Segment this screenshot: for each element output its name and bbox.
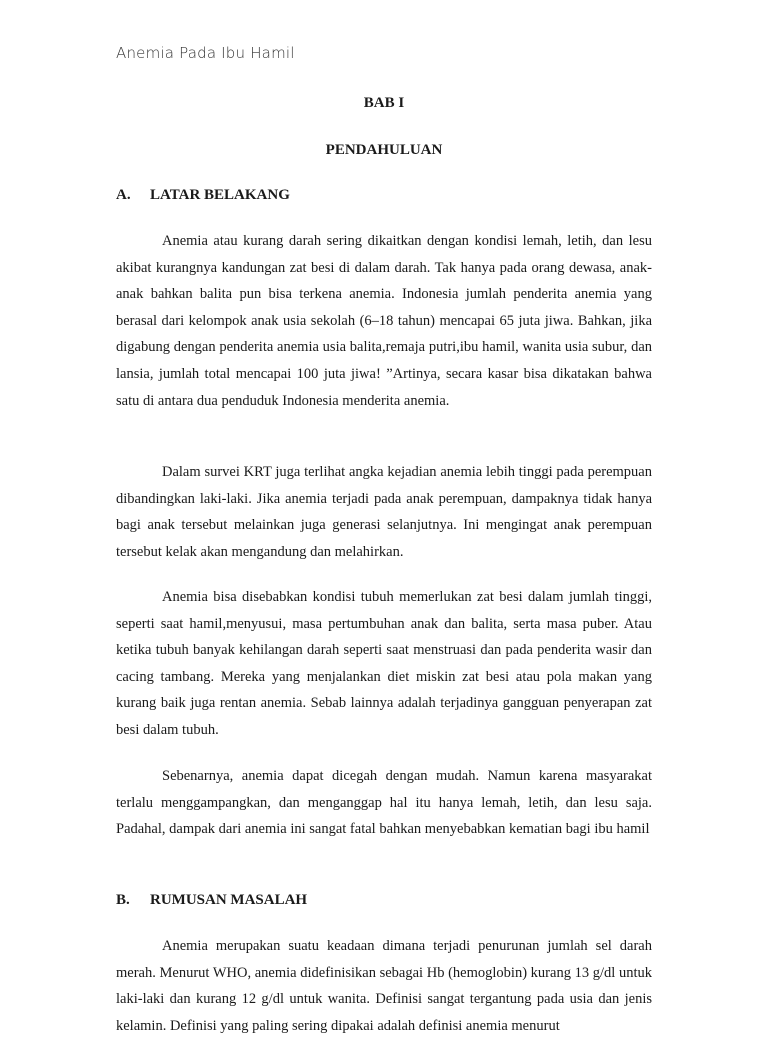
paragraph-latar-2: Dalam survei KRT juga terlihat angka kejadian anemia lebih tinggi pada perempuan dibandingkan laki-laki. Jika anemia terjadi pada anak perempuan, dampaknya tidak hanya bagi anak tersebut melainkan juga generasi selanjutnya. Ini mengingat anak perempuan tersebut kelak akan mengandung dan melahirkan. (116, 464, 652, 560)
section-number: B. (116, 892, 130, 908)
paragraph-rumusan-1: Anemia merupakan suatu keadaan dimana terjadi penurunan jumlah sel darah merah. Menurut WHO, anemia didefinisikan sebagai Hb (hemoglobin) kurang 13 g/dl untuk laki-laki dan kurang 12 g/dl untuk wanita. Definisi sangat tergantung pada usia dan jenis kelamin. Definisi yang paling sering dipakai adalah definisi anemia menurut (116, 938, 652, 1034)
chapter-title: PENDAHULUAN (325, 142, 443, 158)
section-heading-a (116, 187, 290, 204)
chapter-label: BAB I (363, 95, 405, 111)
section-title: LATAR BELAKANG (150, 187, 290, 203)
paragraph-latar-4: Sebenarnya, anemia dapat dicegah dengan mudah. Namun karena masyarakat terlalu menggampangkan, dan menganggap hal itu hanya lemah, letih, dan lesu saja. Padahal, dampak dari anemia ini sangat fatal bahkan menyebabkan kematian bagi ibu hamil (116, 768, 652, 838)
running-header: Anemia Pada Ibu Hamil (116, 44, 295, 62)
section-heading-b (116, 892, 307, 909)
section-number: A. (116, 187, 131, 203)
section-title: RUMUSAN MASALAH (150, 892, 308, 908)
paragraph-latar-3: Anemia bisa disebabkan kondisi tubuh memerlukan zat besi dalam jumlah tinggi, seperti saat hamil,menyusui, masa pertumbuhan anak dan balita, serta masa puber. Atau ketika tubuh banyak kehilangan darah seperti saat menstruasi dan pada penderita wasir dan cacing tambang. Mereka yang menjalankan diet miskin zat besi atau pola makan yang kurang baik juga rentan anemia. Sebab lainnya adalah terjadinya gangguan penyerapan zat besi dalam tubuh. (116, 589, 652, 738)
paragraph-latar-1: Anemia atau kurang darah sering dikaitkan dengan kondisi lemah, letih, dan lesu akibat kurangnya kandungan zat besi di dalam darah. Tak hanya pada orang dewasa, anak-anak bahkan balita pun bisa terkena anemia. Indonesia jumlah penderita anemia yang berasal dari kelompok anak usia sekolah (6–18 tahun) mencapai 65 juta jiwa. Bahkan, jika digabung dengan penderita anemia usia balita,remaja putri,ibu hamil, wanita usia subur, dan lansia, jumlah total mencapai 100 juta jiwa! ”Artinya, secara kasar bisa dikatakan bahwa satu di antara dua penduduk Indonesia menderita anemia. (116, 233, 652, 409)
